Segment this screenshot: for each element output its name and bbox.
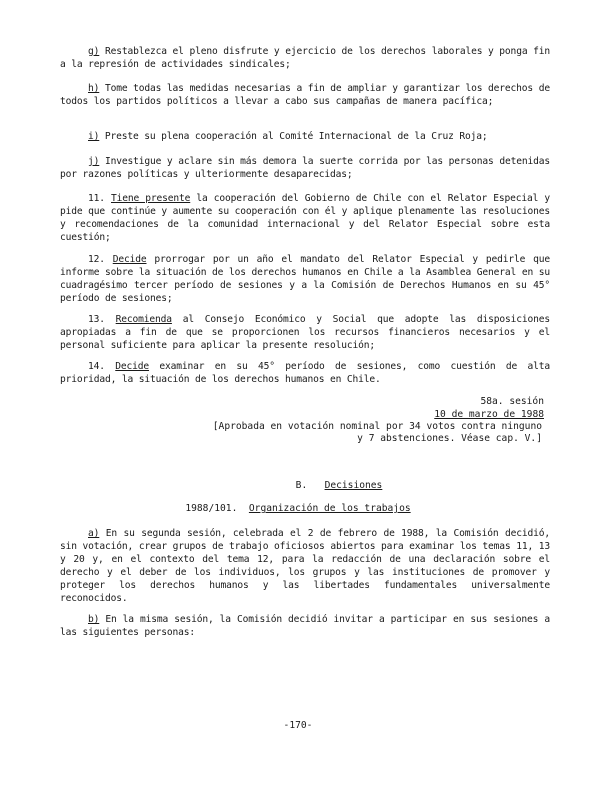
- item-text: la cooperación del Gobierno de Chile con el Relator Especial y pide que continúe y aumente su cooperación con él y aplique plenamente las resoluciones y recomendaciones de la comunidad internacional y del Relator Especial sobre esta cuestión;: [60, 193, 550, 244]
- item-text: al Consejo Económico y Social que adopte las disposiciones apropiadas a fin de que se proporcionen los recursos financieros necesarios y el personal suficiente para aplicar la presente resolución;: [60, 314, 550, 352]
- item-text: Investigue y aclare sin más demora la suerte corrida por las personas detenidas por razones políticas y ulteriormente desaparecidas;: [60, 156, 550, 181]
- page-number: -170-: [283, 720, 313, 731]
- item-number: 11.: [88, 193, 105, 204]
- section-letter: B.: [295, 480, 308, 491]
- item-number: 14.: [88, 361, 105, 372]
- item-text: Tome todas las medidas necesarias a fin de ampliar y garantizar los derechos de todos los partidos políticos a llevar a cabo sus campañas de manera pacífica;: [60, 83, 550, 108]
- decision-number: 1988/101.: [185, 503, 238, 514]
- item-label: h): [88, 83, 100, 94]
- item-text: En la misma sesión, la Comisión decidió invitar a participar en sus sesiones a las siguientes personas:: [60, 614, 550, 639]
- paragraph-i: [60, 130, 550, 143]
- decision-paragraph-b: [60, 613, 550, 639]
- paragraph-j: [60, 155, 550, 181]
- section-title: Decisiones: [324, 480, 383, 491]
- section-heading: [36, 480, 606, 491]
- item-label: i): [88, 131, 100, 142]
- item-label: a): [88, 528, 100, 539]
- decision-paragraph-a: [60, 527, 550, 606]
- item-text: Restablezca el pleno disfrute y ejercicio de los derechos laborales y ponga fin a la represión de actividades sindicales;: [60, 46, 550, 71]
- paragraph-12: [60, 253, 550, 305]
- paragraph-13: [60, 313, 550, 352]
- paragraph-g: [60, 45, 550, 71]
- operative-verb: Decide: [112, 254, 147, 265]
- item-text: Preste su plena cooperación al Comité Internacional de la Cruz Roja;: [104, 131, 488, 142]
- session-date: 10 de marzo de 1988: [434, 409, 544, 420]
- paragraph-14: [60, 360, 550, 386]
- operative-verb: Decide: [115, 361, 150, 372]
- paragraph-11: [60, 192, 550, 244]
- item-label: b): [88, 614, 100, 625]
- item-number: 12.: [88, 254, 105, 265]
- decision-title: Organización de los trabajos: [248, 503, 411, 514]
- paragraph-h: [60, 82, 550, 108]
- decision-heading: [0, 503, 601, 514]
- vote-record-line1: [Aprobada en votación nominal por 34 votos contra ninguno: [212, 421, 542, 432]
- item-text: examinar en su 45° período de sesiones, como cuestión de alta prioridad, la situación de los derechos humanos en Chile.: [60, 361, 550, 386]
- vote-record-line2: y 7 abstenciones. Véase cap. V.]: [357, 433, 542, 444]
- operative-verb: Tiene presente: [111, 193, 191, 204]
- item-label: j): [88, 156, 100, 167]
- item-label: g): [88, 46, 100, 57]
- operative-verb: Recomienda: [115, 314, 172, 325]
- item-number: 13.: [88, 314, 105, 325]
- item-text: En su segunda sesión, celebrada el 2 de febrero de 1988, la Comisión decidió, sin votación, crear grupos de trabajo oficiosos abiertos para examinar los temas 11, 13 y 20 y, en el contexto del tema 12, para la redacción de una declaración sobre el derecho y el deber de los individuos, los grupos y las instituciones de promover y proteger los derechos humanos y las libertades fundamentales universalmente reconocidos.: [60, 528, 550, 605]
- session-meeting: 58a. sesión: [480, 396, 544, 407]
- item-text: prorrogar por un año el mandato del Relator Especial y pedirle que informe sobre la situación de los derechos humanos en Chile a la Asamblea General en su cuadragésimo tercer período de sesiones y a la Comisión de Derechos Humanos en su 45° período de sesiones;: [60, 254, 550, 305]
